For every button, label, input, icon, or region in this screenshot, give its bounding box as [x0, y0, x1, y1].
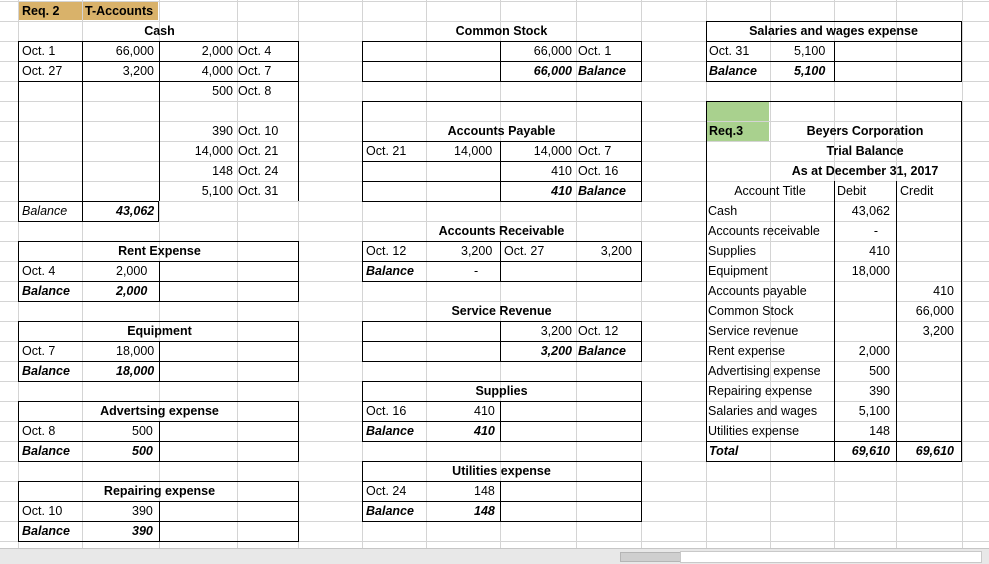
- col-header-credit[interactable]: Credit: [900, 184, 934, 198]
- rent-balance-label[interactable]: Balance: [22, 284, 70, 298]
- trial-balance-debit[interactable]: 18,000: [851, 264, 890, 278]
- service-revenue-title[interactable]: Service Revenue: [451, 304, 552, 318]
- advertising-title[interactable]: Advertsing expense: [100, 404, 219, 418]
- equipment-balance-value[interactable]: 18,000: [116, 364, 155, 378]
- utilities-title[interactable]: Utilities expense: [452, 464, 551, 478]
- utilities-balance-label[interactable]: Balance: [366, 504, 414, 518]
- rent-title[interactable]: Rent Expense: [118, 244, 201, 258]
- col-header-account-title[interactable]: Account Title: [734, 184, 806, 198]
- horizontal-scrollbar[interactable]: [0, 548, 989, 564]
- equipment-title[interactable]: Equipment: [127, 324, 192, 338]
- trial-balance-account-title[interactable]: Service revenue: [708, 324, 799, 338]
- accounts-receivable-credit-amount[interactable]: 3,200: [600, 244, 632, 258]
- cash-credit-label[interactable]: Oct. 4: [238, 44, 272, 58]
- cash-balance-label[interactable]: Balance: [22, 204, 68, 218]
- trial-balance-total-debit[interactable]: 69,610: [851, 444, 890, 458]
- salaries-title[interactable]: Salaries and wages expense: [749, 24, 918, 38]
- accounts-receivable-balance-label[interactable]: Balance: [366, 264, 414, 278]
- accounts-payable-credit-amount[interactable]: 14,000: [533, 144, 572, 158]
- accounts-payable-credit-label[interactable]: Oct. 7: [578, 144, 612, 158]
- trial-balance-account-title[interactable]: Supplies: [708, 244, 756, 258]
- cash-credit-label[interactable]: Oct. 24: [238, 164, 279, 178]
- common-stock-entry-amount[interactable]: 66,000: [533, 44, 572, 58]
- scrollbar-track[interactable]: [680, 551, 982, 563]
- trial-balance-account-title[interactable]: Accounts receivable: [708, 224, 820, 238]
- trial-balance-company[interactable]: Beyers Corporation: [806, 124, 924, 138]
- trial-balance-date[interactable]: As at December 31, 2017: [791, 164, 939, 178]
- req2-label[interactable]: Req. 2: [22, 4, 60, 18]
- taccount-entry: [19, 262, 299, 282]
- supplies-entry-amount[interactable]: 410: [474, 404, 495, 418]
- repairing-entry-amount[interactable]: 390: [132, 504, 153, 518]
- cash-credit-amount[interactable]: 5,100: [201, 184, 233, 198]
- cash-debit-label[interactable]: Oct. 27: [22, 64, 63, 78]
- trial-balance-account-title[interactable]: Cash: [708, 204, 738, 218]
- accounts-payable-title[interactable]: Accounts Payable: [447, 124, 556, 138]
- accounts-payable-debit-label[interactable]: Oct. 21: [366, 144, 407, 158]
- service-revenue-entry-label[interactable]: Oct. 12: [578, 324, 619, 338]
- supplies-balance-label[interactable]: Balance: [366, 424, 414, 438]
- accounts-payable-debit-amount[interactable]: 14,000: [454, 144, 493, 158]
- trial-balance-account-title[interactable]: Utilities expense: [708, 424, 800, 438]
- accounts-receivable-debit-label[interactable]: Oct. 12: [366, 244, 407, 258]
- scrollbar-thumb[interactable]: [620, 552, 682, 562]
- cash-credit-amount[interactable]: 2,000: [201, 44, 233, 58]
- taccount-entry: [19, 422, 299, 442]
- trial-balance-debit[interactable]: 390: [869, 384, 890, 398]
- repairing-entry-label[interactable]: Oct. 10: [22, 504, 63, 518]
- cash-credit-amount[interactable]: 500: [212, 84, 233, 98]
- common-stock-entry-label[interactable]: Oct. 1: [578, 44, 612, 58]
- supplies-balance-value[interactable]: 410: [474, 424, 495, 438]
- salaries-entry-amount[interactable]: 5,100: [794, 44, 826, 58]
- cash-credit-label[interactable]: Oct. 8: [238, 84, 272, 98]
- advertising-entry-amount[interactable]: 500: [132, 424, 153, 438]
- trial-balance-debit[interactable]: 500: [869, 364, 890, 378]
- advertising-entry-label[interactable]: Oct. 8: [22, 424, 56, 438]
- trial-balance-total-credit[interactable]: 69,610: [915, 444, 954, 458]
- equipment-entry-amount[interactable]: 18,000: [116, 344, 155, 358]
- trial-balance-credit[interactable]: 3,200: [922, 324, 954, 338]
- trial-balance-debit[interactable]: 148: [869, 424, 890, 438]
- salaries-balance-label[interactable]: Balance: [709, 64, 757, 78]
- req3-label[interactable]: Req.3: [709, 124, 744, 138]
- taccounts-label[interactable]: T-Accounts: [85, 4, 154, 18]
- accounts-payable-balance-value[interactable]: 410: [551, 184, 572, 198]
- accounts-payable-balance-label[interactable]: Balance: [578, 184, 626, 198]
- accounts-payable-credit-label[interactable]: Oct. 16: [578, 164, 619, 178]
- cash-credit-label[interactable]: Oct. 31: [238, 184, 279, 198]
- salaries-balance-value[interactable]: 5,100: [794, 64, 826, 78]
- service-revenue-entry-amount[interactable]: 3,200: [540, 324, 572, 338]
- trial-balance-debit[interactable]: -: [873, 224, 878, 238]
- cash-credit-label[interactable]: Oct. 21: [238, 144, 279, 158]
- cash-debit-amount[interactable]: 66,000: [115, 44, 154, 58]
- repairing-balance-label[interactable]: Balance: [22, 524, 70, 538]
- trial-balance-account-title[interactable]: Advertising expense: [708, 364, 821, 378]
- trial-balance-debit[interactable]: 410: [869, 244, 890, 258]
- rent-entry-label[interactable]: Oct. 4: [22, 264, 56, 278]
- trial-balance-debit[interactable]: 2,000: [858, 344, 890, 358]
- trial-balance-account-title[interactable]: Common Stock: [708, 304, 794, 318]
- advertising-balance-label[interactable]: Balance: [22, 444, 70, 458]
- cash-debit-amount[interactable]: 3,200: [122, 64, 154, 78]
- accounts-receivable-debit-amount[interactable]: 3,200: [461, 244, 493, 258]
- trial-balance-account-title[interactable]: Accounts payable: [708, 284, 807, 298]
- salaries-entry-label[interactable]: Oct. 31: [709, 44, 750, 58]
- cash-credit-amount[interactable]: 148: [212, 164, 233, 178]
- cash-credit-label[interactable]: Oct. 7: [238, 64, 272, 78]
- trial-balance-credit[interactable]: 66,000: [915, 304, 954, 318]
- trial-balance-account-title[interactable]: Equipment: [708, 264, 768, 278]
- advertising-balance-value[interactable]: 500: [132, 444, 153, 458]
- trial-balance-account-title[interactable]: Rent expense: [708, 344, 786, 358]
- common-stock-balance-label[interactable]: Balance: [578, 64, 626, 78]
- taccount-entry: [19, 342, 299, 362]
- trial-balance-credit[interactable]: 410: [933, 284, 954, 298]
- supplies-title[interactable]: Supplies: [475, 384, 528, 398]
- rent-entry-amount[interactable]: 2,000: [116, 264, 148, 278]
- accounts-receivable-title[interactable]: Accounts Receivable: [438, 224, 565, 238]
- cash-credit-amount[interactable]: 4,000: [201, 64, 233, 78]
- utilities-entry-label[interactable]: Oct. 24: [366, 484, 407, 498]
- cash-title[interactable]: Cash: [144, 24, 175, 38]
- cash-credit-amount[interactable]: 14,000: [194, 144, 233, 158]
- equipment-entry-label[interactable]: Oct. 7: [22, 344, 56, 358]
- utilities-balance-value[interactable]: 148: [474, 504, 495, 518]
- trial-balance-total-label[interactable]: Total: [709, 444, 739, 458]
- common-stock-title[interactable]: Common Stock: [455, 24, 548, 38]
- service-revenue-balance-value[interactable]: 3,200: [540, 344, 572, 358]
- service-revenue-balance-label[interactable]: Balance: [578, 344, 626, 358]
- cash-credit-amount[interactable]: 390: [212, 124, 233, 138]
- common-stock-balance-value[interactable]: 66,000: [533, 64, 572, 78]
- cash-debit-label[interactable]: Oct. 1: [22, 44, 56, 58]
- cash-balance-value[interactable]: 43,062: [116, 204, 155, 218]
- equipment-balance-label[interactable]: Balance: [22, 364, 70, 378]
- trial-balance-heading[interactable]: Trial Balance: [826, 144, 904, 158]
- supplies-entry-label[interactable]: Oct. 16: [366, 404, 407, 418]
- accounts-payable-credit-amount[interactable]: 410: [551, 164, 572, 178]
- accounts-receivable-balance-value[interactable]: -: [474, 264, 479, 278]
- trial-balance-account-title[interactable]: Salaries and wages: [708, 404, 818, 418]
- rent-balance-value[interactable]: 2,000: [116, 284, 148, 298]
- trial-balance-debit[interactable]: 43,062: [851, 204, 890, 218]
- trial-balance-debit[interactable]: 5,100: [858, 404, 890, 418]
- accounts-receivable-credit-label[interactable]: Oct. 27: [504, 244, 545, 258]
- repairing-title[interactable]: Repairing expense: [103, 484, 216, 498]
- repairing-balance-value[interactable]: 390: [132, 524, 153, 538]
- trial-balance-account-title[interactable]: Repairing expense: [708, 384, 813, 398]
- utilities-entry-amount[interactable]: 148: [474, 484, 495, 498]
- cash-credit-label[interactable]: Oct. 10: [238, 124, 279, 138]
- col-header-debit[interactable]: Debit: [837, 184, 867, 198]
